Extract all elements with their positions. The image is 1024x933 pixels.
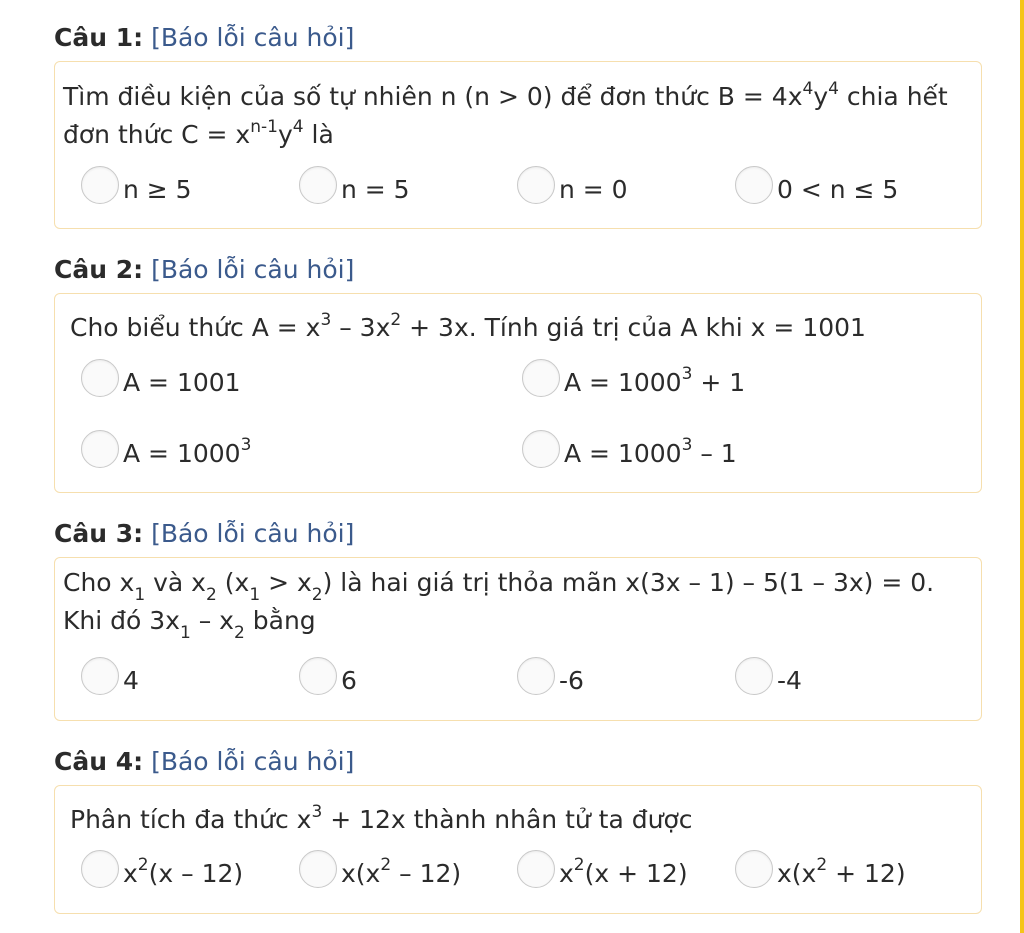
question-1-option-d[interactable] <box>735 165 898 205</box>
option-label: $A = 1000^3$ <box>123 435 252 468</box>
radio-button[interactable] <box>81 850 119 888</box>
option-label: A = 1001 <box>123 367 241 397</box>
radio-button[interactable] <box>81 166 119 204</box>
report-error-link[interactable]: [Báo lỗi câu hỏi] <box>151 23 355 52</box>
option-label: 4 <box>123 665 139 695</box>
option-label: $x(x^2 - 12)$ <box>341 855 462 888</box>
option-label: $x^2(x + 12)$ <box>559 855 688 888</box>
radio-button[interactable] <box>81 430 119 468</box>
radio-button[interactable] <box>81 359 119 397</box>
question-3-box <box>54 557 982 721</box>
option-label: -4 <box>777 665 802 695</box>
option-label: $x(x^2 + 12)$ <box>777 855 906 888</box>
radio-button[interactable] <box>299 166 337 204</box>
question-number: Câu 4: <box>54 747 144 776</box>
question-4-box <box>54 785 982 914</box>
question-number: Câu 1: <box>54 23 144 52</box>
question-3-option-a[interactable] <box>81 656 139 696</box>
right-edge-accent <box>1020 0 1024 933</box>
question-2-box <box>54 293 982 493</box>
radio-button[interactable] <box>522 430 560 468</box>
question-4-option-c[interactable] <box>517 849 688 889</box>
question-1-option-b[interactable] <box>299 165 410 205</box>
question-4-option-a[interactable] <box>81 849 243 889</box>
question-4-text: Phân tích đa thức $x^3 + 12x$ thành nhân tử ta được <box>70 801 693 834</box>
option-label: 6 <box>341 665 357 695</box>
question-2-option-c[interactable] <box>81 429 251 469</box>
question-number: Câu 2: <box>54 255 144 284</box>
radio-button[interactable] <box>522 359 560 397</box>
question-1-option-a[interactable] <box>81 165 192 205</box>
radio-button[interactable] <box>299 850 337 888</box>
question-2-option-d[interactable] <box>522 429 737 469</box>
report-error-link[interactable]: [Báo lỗi câu hỏi] <box>151 255 355 284</box>
question-2-option-b[interactable] <box>522 358 745 398</box>
question-1-option-c[interactable] <box>517 165 628 205</box>
question-1-heading <box>54 23 354 53</box>
question-3-text: Cho $x_1$ và $x_2$ $(x_1 > x_2)$ là hai giá trị thỏa mãn x(3x – 1) – 5(1 – 3x) = 0. Khi đó $3x_1 - x_2$ bằng <box>63 568 935 643</box>
option-label: n ≥ 5 <box>123 174 192 204</box>
option-label: n = 0 <box>559 174 628 204</box>
question-2-option-a[interactable] <box>81 358 241 398</box>
radio-button[interactable] <box>735 850 773 888</box>
option-label: n = 5 <box>341 174 410 204</box>
option-label: $x^2(x - 12)$ <box>123 855 244 888</box>
question-1-box <box>54 61 982 229</box>
report-error-link[interactable]: [Báo lỗi câu hỏi] <box>151 747 355 776</box>
question-4-option-b[interactable] <box>299 849 461 889</box>
question-3-option-b[interactable] <box>299 656 357 696</box>
question-4-option-d[interactable] <box>735 849 906 889</box>
option-label: $A = 1000^3 + 1$ <box>564 364 746 397</box>
radio-button[interactable] <box>299 657 337 695</box>
question-2-text: Cho biểu thức $A = x^3 - 3x^2 + 3x$. Tính giá trị của A khi x = 1001 <box>70 309 866 342</box>
radio-button[interactable] <box>735 657 773 695</box>
question-3-option-d[interactable] <box>735 656 802 696</box>
radio-button[interactable] <box>81 657 119 695</box>
option-label: $A = 1000^3 - 1$ <box>564 435 737 468</box>
question-3-heading <box>54 519 354 549</box>
question-number: Câu 3: <box>54 519 144 548</box>
radio-button[interactable] <box>735 166 773 204</box>
question-1-text: Tìm điều kiện của số tự nhiên n (n > 0) để đơn thức $B = 4x^4y^4$ chia hết đơn thức $C = x^{n-1}y^4$ là <box>63 78 948 149</box>
radio-button[interactable] <box>517 850 555 888</box>
question-3-option-c[interactable] <box>517 656 584 696</box>
question-4-heading <box>54 747 354 777</box>
radio-button[interactable] <box>517 657 555 695</box>
report-error-link[interactable]: [Báo lỗi câu hỏi] <box>151 519 355 548</box>
option-label: -6 <box>559 665 584 695</box>
option-label: 0 < n ≤ 5 <box>777 174 899 204</box>
radio-button[interactable] <box>517 166 555 204</box>
question-2-heading <box>54 255 354 285</box>
